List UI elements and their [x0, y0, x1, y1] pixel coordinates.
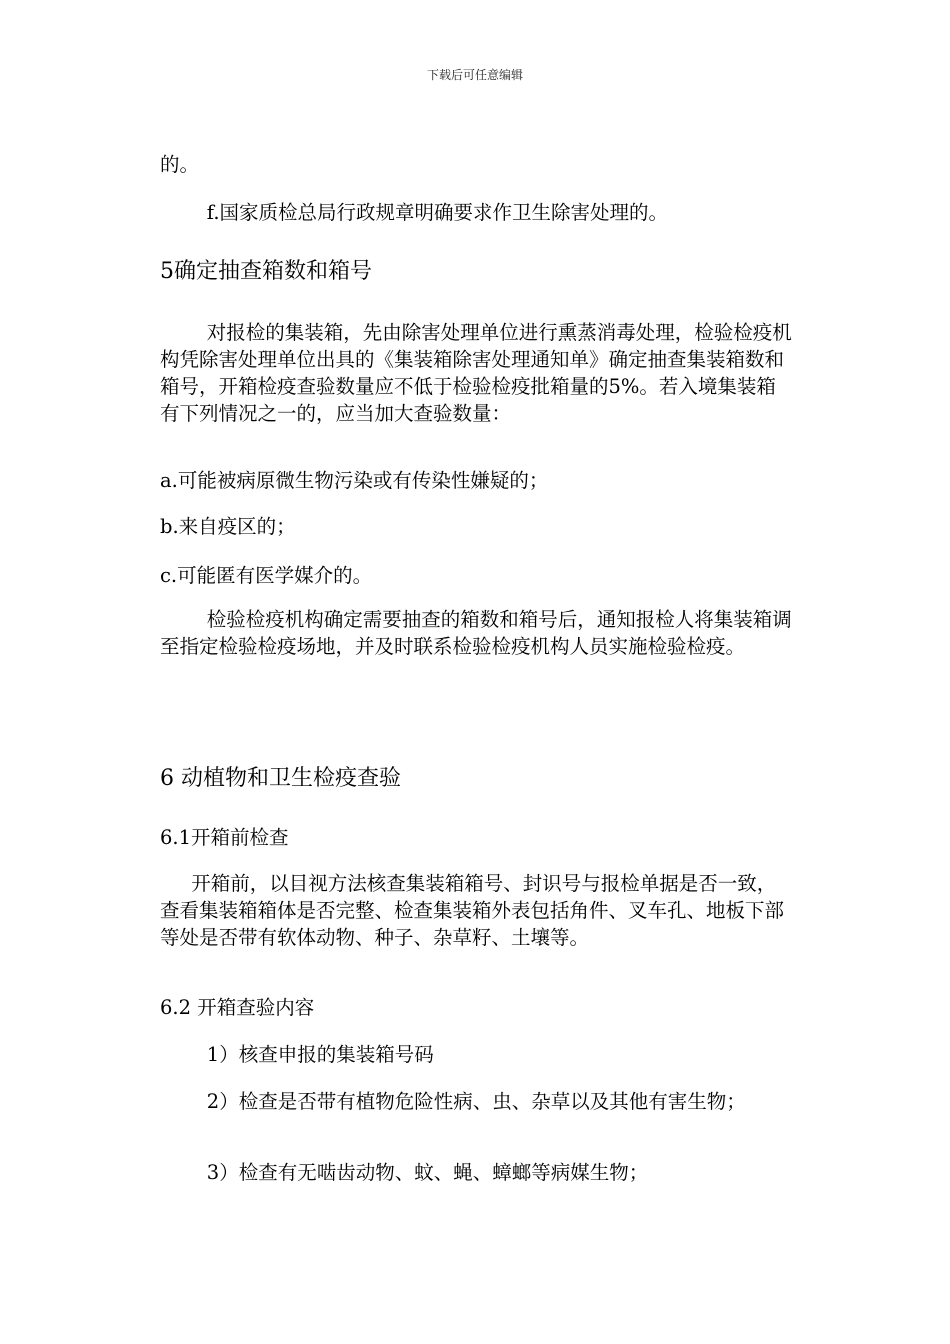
paragraph-continuation: 的。	[160, 153, 200, 176]
paragraph-section-5-main: 对报检的集装箱，先由除害处理单位进行熏蒸消毒处理，检验检疫机构凭除害处理单位出具的《集装箱除害处理通知单》确定抽查集装箱数和箱号，开箱检疫查验数量应不低于检验检疫批箱量的5%。若入境集装箱有下列情况之一的，应当加大查验数量：	[160, 321, 792, 425]
section-heading-5: 5确定抽查箱数和箱号	[160, 259, 372, 284]
subsection-heading-6-2: 6.2 开箱查验内容	[160, 996, 315, 1019]
list-item-a: a.可能被病原微生物污染或有传染性嫌疑的；	[160, 469, 549, 492]
list-item-b: b.来自疫区的；	[160, 515, 296, 538]
list-item-c: c.可能匿有医学媒介的。	[160, 564, 373, 587]
paragraph-section-6-1: 开箱前，以目视方法核查集装箱箱号、封识号与报检单据是否一致，查看集装箱箱体是否完整、检查集装箱外表包括角件、叉车孔、地板下部等处是否带有软体动物、种子、杂草籽、土壤等。	[160, 872, 785, 949]
section-heading-6: 6 动植物和卫生检疫查验	[160, 766, 401, 791]
page-header: 下载后可任意编辑	[426, 68, 523, 82]
list-item-6-2-2: 2）检查是否带有植物危险性病、虫、杂草以及其他有害生物；	[206, 1090, 746, 1113]
list-item-6-2-1: 1）核查申报的集装箱号码	[206, 1043, 434, 1066]
paragraph-item-f: f.国家质检总局行政规章明确要求作卫生除害处理的。	[206, 201, 669, 224]
list-item-6-2-3: 3）检查有无啮齿动物、蚊、蝇、蟑螂等病媒生物；	[206, 1161, 649, 1184]
paragraph-section-5-notify: 检验检疫机构确定需要抽查的箱数和箱号后，通知报检人将集装箱调至指定检验检疫场地，并及时联系检验检疫机构人员实施检验检疫。	[160, 608, 792, 658]
subsection-heading-6-1: 6.1开箱前检查	[160, 826, 289, 849]
